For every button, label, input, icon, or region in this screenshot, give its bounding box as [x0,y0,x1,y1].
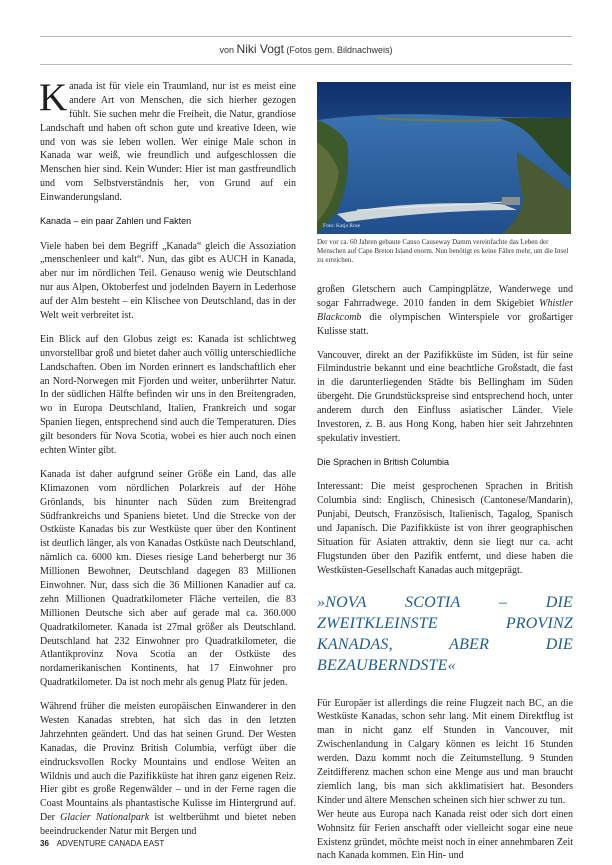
paragraph: Kanada ist daher aufgrund seiner Größe ein Land, das alle Klimazonen vom nördlichen Polarkreis auf der Höhe Grönlands, bis hinunter nach Süden zum Breitengrad Südfrankreichs und Spaniens bietet. Und die Strecke von der Ostküste Kanadas bis zur Westküste quer über den Kontinent ist deutlich länger, als von Kanadas Ostküste nach Deutschland, nämlich ca. 6000 km. Dieses riesige Land beherbergt nur 36 Millionen Bewohner, Deutschland dagegen 83 Millionen Einwohner. Nur, dass sich die 36 Millionen Kanadier auf ca. zehn Millionen Quadratkilometer Fläche verteilen, die 83 Millionen Deutsche sich aber auf gerade mal ca. 360.000 Quadratkilometer. Kanada ist 27mal größer als Deutschland. Deutschland hat 232 Einwohner pro Quadratkilometer, die Atlantikprovinz Nova Scotia an der Ostküste des nordamerikanischen Kontinents, hat 17 Einwohner pro Quadratkilometer. Da ist noch mehr als genug Platz für jeden. [40,468,296,689]
byline-author: Niki Vogt [236,42,284,56]
byline-rule [40,64,572,65]
page-number: 36 [40,839,49,848]
causeway-photo [317,82,571,234]
paragraph: Ein Blick auf den Globus zeigt es: Kanada ist schlichtweg unvorstellbar groß und bietet daher auch völlig unterschiedliche Landschaften. Oben im Norden erinnert es landschaftlich eher an Nord-Norwegen mit Fjorden und weiter, unberührter Natur. In der südlichen Hälfte befinden wir uns in den Breitengraden, wo in Europa Deutschland, Italien, Frankreich und sogar Spanien liegen, entsprechend sind auch die Temperaturen. Dies gilt besonders für Nova Scotia, wobei es hier auch noch einen echten Winter gibt. [40,333,296,456]
paragraph: Viele haben bei dem Begriff „Kanada“ gleich die Assoziation „menschenleer und kalt“. Nun, das gibt es AUCH in Kanada, aber nur im nördlichen Teil. Genauso wenig wie Deutschland nur aus Alpen, Oktoberfest und jodelnden Bayern in Lederhose auf der Alm besteht – ein Klischee von Deutschland, das in der Welt weit verbreitet ist. [40,240,296,321]
paragraph: Wer heute aus Europa nach Kanada reist oder sich dort einen Wohnsitz für Ferien anschafft oder vielleicht sogar eine neue Existenz gründet, möchte meist noch in einer annehmbaren Zeit nach Kanada kommen. Ein Hin- und [317,808,573,862]
byline-photo-note: (Fotos gem. Bildnachweis) [286,45,393,55]
section-heading-facts: Kanada – ein paar Zahlen und Fakten [40,216,192,227]
dropcap: K [39,76,68,119]
paragraph: großen Gletschern auch Campingplätze, Wanderwege und sogar Fahrradwege. 2010 fanden in dem Skigebiet Whistler Blackcomb die olympischen Winterspiele vor großartiger Kulisse statt. [317,284,573,337]
photo-caption: Der vor ca. 60 Jahren gebaute Canso Causeway Damm vereinfachte das Leben der Menschen auf Cape Breton Island enorm. Nun benötigt es keine Fähre mehr, um die Insel zu erreichen. [317,238,569,265]
paragraph: Vancouver, direkt an der Pazifikküste im Süden, ist für seine Filmindustrie bekannt und eine beachtliche Großstadt, die fast in die darunterliegenden Städte bis Bellingham im Süden übergeht. Die Grundstückspreise sind entsprechend hoch, unter anderem durch den Einfluss asiatischer Länder. Viele Investoren, z. B. aus Hong Kong, haben hier seit Jahrzehnten spekulativ investiert. [317,349,573,444]
paragraph: Während früher die meisten europäischen Einwanderer in den Westen Kanadas strebten, hat sich das in den letzten Jahrzehnten geändert. Und das hat seinen Grund. Der Westen Kanadas, die Provinz British Columbia, verfügt über die eindrucksvollen Rocky Mountains und endlose Weiten an Wildnis und auch die Pazifikküste hat ihren ganz eigenen Reiz. Hier gibt es große Regenwälder – und in der Ferne ragen die Coast Mountains als phantastische Kulisse im Hintergrund auf. Der Glacier Nationalpark ist weltberühmt und bietet neben beeindruckender Natur mit Bergen und [40,701,296,838]
paragraph: Für Europäer ist allerdings die reine Flugzeit nach BC, an die Westküste Kanadas, schon sehr lang. Mit einem Direktflug ist man in nicht ganz elf Stunden in Vancouver, mit Zwischenlandung in Calgary können es leicht 16 Stunden werden. Dazu kommt noch die Zeitumstellung. 9 Stunden Zeitdifferenz machen schon eine Menge aus und man braucht ziemlich lang, bis man sich akklimatisiert hat. Besonders Kinder und ältere Menschen scheinen sich hier schwer zu tun. [317,697,573,806]
pull-quote: »NOVA SCOTIA – DIE ZWEITKLEINSTE PROVINZ KANADAS, ABER DIE BEZAUBERNDSTE« [317,593,573,675]
header-rule [40,36,572,37]
intro-paragraph: Kanada ist für viele ein Traumland, nur ist es meist eine andere Art von Menschen, die sich hierher gezogen fühlt. Sie suchen mehr die Freiheit, die Natur, grandiose Landschaft und haben oft schon gute und kreative Ideen, wie und von was sie leben wollen. Wer einige Male schon in Kanada war weiß, wie freundlich und aufgeschlossen die Menschen hier sind. Kein Wunder: Hier ist man gastfreundlich und vom Selbstverständnis her, von Grund auf ein Einwanderungsland. [39,76,296,204]
byline-prefix: von [219,45,235,55]
photo-credit: Foto: Katja Rose [323,223,361,229]
left-column [39,76,296,839]
right-column [317,283,573,863]
paragraph: Interessant: Die meist gesprochenen Sprachen in British Columbia sind: Englisch, Chinesisch (Cantonese/Mandarin), Punjabi, Deutsch, Französisch, Italienisch, Tagalog, Spanisch und Japanisch. Die Pazifikküste ist von ihrer geographischen Situation für Asiaten attraktiv, denn sie liegt nur ca. acht Flugstunden über den Pazifik entfernt, und diese haben die Westküsten-Gesellschaft Kanadas auch mitgeprägt. [317,481,573,576]
byline [0,42,612,56]
section-heading-languages: Die Sprachen in British Columbia [317,456,450,467]
page-footer [40,839,164,848]
publication-name: ADVENTURE CANADA EAST [56,839,165,848]
